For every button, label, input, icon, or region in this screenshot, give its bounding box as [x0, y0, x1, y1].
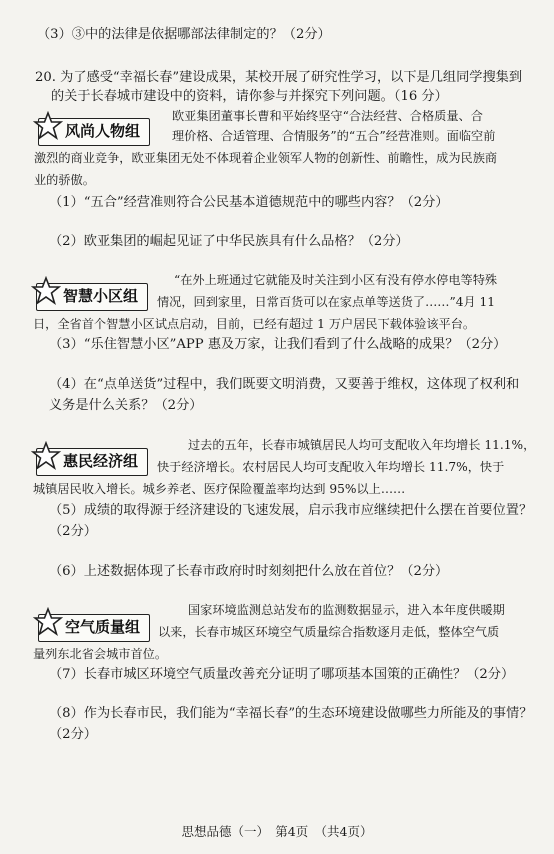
material-1-line-3: 激烈的商业竞争，欧亚集团无处不体现着企业领军人物的创新性、前瞻性，成为民族商 [34, 151, 498, 165]
material-4-line-3: 量列东北省会城市首位。 [33, 647, 168, 661]
star-icon [31, 276, 61, 306]
material-3-line-3: 城镇居民收入增长。城乡养老、医疗保险覆盖率均达到 95%以上…… [33, 482, 406, 496]
question-8-cont: （2分） [49, 727, 97, 742]
badge-label: 风尚人物组 [65, 122, 141, 140]
question-2: （2）欧亚集团的崛起见证了中华民族具有什么品格？（2分） [49, 234, 409, 249]
badge-huimin [36, 448, 148, 476]
badge-kongqi [38, 614, 150, 642]
material-2-line-2: 情况，回到家里，日常百货可以在家点单等送货了……”4月 11 [157, 295, 496, 309]
question-6: （6）上述数据体现了长春市政府时时刻刻把什么放在首位？（2分） [49, 564, 449, 579]
star-icon [33, 607, 63, 637]
badge-label: 智慧小区组 [63, 287, 139, 305]
badge-label: 惠民经济组 [63, 452, 139, 470]
material-4-line-2: 以来，长春市城区环境空气质量综合指数逐月走低，整体空气质 [158, 625, 500, 639]
question-1: （1）“五合”经营准则符合公民基本道德规范中的哪些内容？（2分） [49, 195, 449, 210]
material-2-line-3: 日，全省首个智慧小区试点启动，目前，已经有超过 1 万户居民下载体验该平台。 [33, 317, 476, 331]
question-5: （5）成绩的取得源于经济建设的飞速发展，启示我市应继续把什么摆在首要位置？ [49, 503, 533, 518]
page-footer: 思想品德（一） 第4页 （共4页） [181, 824, 373, 839]
question-3-prev: （3）③中的法律是依据哪部法律制定的？（2分） [37, 27, 331, 42]
question-3: （3）“乐住智慧小区”APP 惠及万家，让我们看到了什么战略的成果？（2分） [49, 337, 507, 352]
question-20-intro-cont: 的关于长春城市建设中的资料，请你参与并探究下列问题。（16 分） [51, 89, 448, 104]
question-20-intro: 20. 为了感受“幸福长春”建设成果，某校开展了研究性学习，以下是几组同学搜集到 [35, 70, 523, 85]
badge-fengshang [38, 118, 150, 146]
question-5-cont: （2分） [49, 524, 97, 539]
material-3-line-2: 快于经济增长。农村居民人均可支配收入年均增长 11.7%，快于 [157, 460, 505, 474]
material-3-line-1: 过去的五年，长春市城镇居民人均可支配收入年均增长 11.1%， [188, 438, 536, 452]
star-icon [31, 441, 61, 471]
question-4: （4）在“点单送货”过程中，我们既要文明消费，又要善于维权，这体现了权利和 [49, 377, 520, 392]
material-1-line-1: 欧亚集团董事长曹和平始终坚守“合法经营、合格质量、合 [172, 109, 483, 123]
star-icon [33, 111, 63, 141]
badge-label: 空气质量组 [65, 618, 141, 636]
question-4-cont: 义务是什么关系？（2分） [49, 398, 203, 413]
material-1-line-2: 理价格、合适管理、合情服务”的“五合”经营准则。面临空前 [172, 129, 496, 143]
material-1-line-4: 业的骄傲。 [34, 173, 95, 187]
material-2-line-1: “在外上班通过它就能及时关注到小区有没有停水停电等特殊 [174, 273, 498, 287]
material-4-line-1: 国家环境监测总站发布的监测数据显示，进入本年度供暖期 [188, 603, 505, 617]
badge-zhihui [36, 283, 148, 311]
question-8: （8）作为长春市民，我们能为“幸福长春”的生态环境建设做哪些力所能及的事情？ [49, 706, 533, 721]
question-7: （7）长春市城区环境空气质量改善充分证明了哪项基本国策的正确性？（2分） [49, 667, 515, 682]
